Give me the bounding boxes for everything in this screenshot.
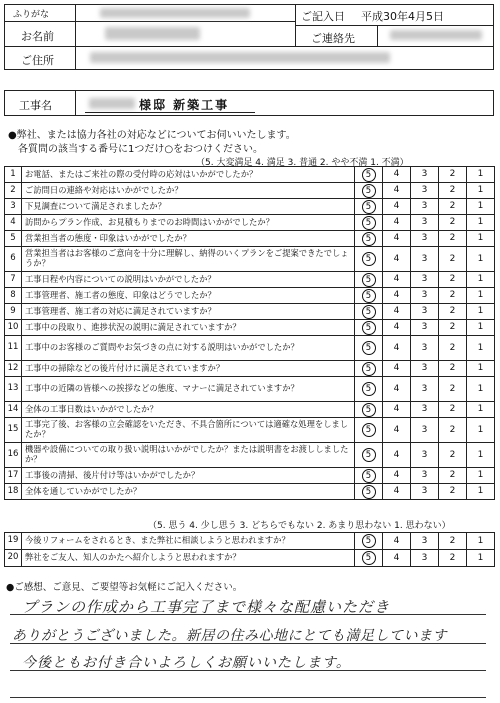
- score-label: 1: [477, 552, 484, 563]
- score-option-2[interactable]: [439, 550, 467, 567]
- score-label: 3: [421, 552, 428, 563]
- score-label: 3: [421, 274, 428, 285]
- score-label: 4: [393, 470, 400, 481]
- score-label: 3: [421, 185, 428, 196]
- score-label: 3: [421, 169, 428, 180]
- score-option-4[interactable]: [383, 443, 411, 468]
- score-label: 3: [421, 424, 428, 435]
- score-option-4[interactable]: [383, 288, 411, 304]
- score-label: 2: [449, 306, 456, 317]
- selected-answer-circle: 5: [362, 485, 376, 499]
- score-option-1[interactable]: [467, 199, 495, 215]
- selected-answer-circle: 5: [362, 448, 376, 462]
- question-text: 全体を通していかがでしたか？: [22, 484, 355, 500]
- scale-legend: （5. 大変満足 4. 満足 3. 普通 2. やや不満 1. 不満）: [196, 158, 409, 168]
- score-label: 4: [393, 274, 400, 285]
- score-label: 3: [421, 233, 428, 244]
- score-option-2[interactable]: [439, 484, 467, 500]
- score-option-2[interactable]: [439, 402, 467, 418]
- score-option-1[interactable]: [467, 272, 495, 288]
- score-label: 1: [477, 470, 484, 481]
- score-option-4[interactable]: [383, 183, 411, 199]
- question-number: 16: [5, 443, 22, 468]
- question-number: 11: [5, 336, 22, 361]
- selected-answer-circle: 5: [362, 232, 376, 246]
- score-option-3[interactable]: [411, 183, 439, 199]
- question-row: [5, 167, 495, 183]
- question-row: [5, 231, 495, 247]
- score-option-2[interactable]: [439, 231, 467, 247]
- score-option-1[interactable]: [467, 418, 495, 443]
- question-number: 17: [5, 468, 22, 484]
- score-option-2[interactable]: [439, 247, 467, 272]
- selected-answer-circle: 5: [362, 305, 376, 319]
- question-row: [5, 402, 495, 418]
- question-row: [5, 183, 495, 199]
- score-label: 4: [393, 322, 400, 333]
- score-option-4[interactable]: [383, 320, 411, 336]
- score-label: 2: [449, 274, 456, 285]
- intro-line2: 各質問の該当する番号に1つだけ○をおつけください。: [18, 144, 263, 155]
- score-label: 4: [393, 552, 400, 563]
- score-option-3[interactable]: [411, 484, 439, 500]
- question-number: 12: [5, 361, 22, 377]
- selected-answer-circle: 5: [362, 184, 376, 198]
- score-label: 4: [393, 535, 400, 546]
- project-row: [4, 90, 494, 116]
- score-option-5[interactable]: [355, 533, 383, 550]
- project-label: 工事名: [19, 99, 52, 112]
- redacted-address: [90, 52, 390, 63]
- score-label: 2: [449, 185, 456, 196]
- question-row: [5, 361, 495, 377]
- score-option-5[interactable]: [355, 377, 383, 402]
- score-label: 1: [477, 342, 484, 353]
- score-label: 3: [421, 449, 428, 460]
- question-row: [5, 320, 495, 336]
- score-label: 4: [393, 290, 400, 301]
- score-option-1[interactable]: [467, 215, 495, 231]
- score-label: 3: [421, 383, 428, 394]
- question-text: ご訪問日の連絡や対応はいかがでしたか？: [22, 183, 355, 199]
- score-option-4[interactable]: [383, 533, 411, 550]
- score-option-2[interactable]: [439, 304, 467, 320]
- score-label: 3: [421, 363, 428, 374]
- score-option-1[interactable]: [467, 183, 495, 199]
- score-label: 3: [421, 404, 428, 415]
- score-option-4[interactable]: [383, 167, 411, 183]
- score-option-2[interactable]: [439, 418, 467, 443]
- score-option-3[interactable]: [411, 288, 439, 304]
- score-label: 2: [449, 201, 456, 212]
- selected-answer-circle: 5: [362, 289, 376, 303]
- comment-line-1: プランの作成から工事完了まで様々な配慮いただき: [22, 598, 391, 616]
- score-option-1[interactable]: [467, 361, 495, 377]
- scale-legend-2: （5. 思う 4. 少し思う 3. どちらでもない 2. あまり思わない 1. 思わない）: [148, 521, 451, 531]
- score-label: 3: [421, 306, 428, 317]
- score-label: 1: [477, 233, 484, 244]
- score-option-5[interactable]: [355, 443, 383, 468]
- score-option-3[interactable]: [411, 320, 439, 336]
- question-number: 10: [5, 320, 22, 336]
- question-row: [5, 215, 495, 231]
- question-text: 工事完了後、お客様の立会確認をいただき、不具合箇所については適確な処理をしましたか？: [22, 418, 355, 443]
- selected-answer-circle: 5: [362, 252, 376, 266]
- score-label: 4: [393, 424, 400, 435]
- score-option-5[interactable]: [355, 550, 383, 567]
- score-label: 4: [393, 217, 400, 228]
- score-option-3[interactable]: [411, 533, 439, 550]
- redacted-name: [105, 27, 200, 40]
- score-option-3[interactable]: [411, 336, 439, 361]
- score-label: 2: [449, 253, 456, 264]
- score-option-4[interactable]: [383, 377, 411, 402]
- score-label: 2: [449, 449, 456, 460]
- score-label: 1: [477, 201, 484, 212]
- score-option-5[interactable]: [355, 231, 383, 247]
- score-option-2[interactable]: [439, 199, 467, 215]
- score-label: 1: [477, 449, 484, 460]
- score-label: 3: [421, 201, 428, 212]
- question-row: [5, 468, 495, 484]
- score-option-4[interactable]: [383, 304, 411, 320]
- question-text: 営業担当者はお客様のご意向を十分に理解し、納得のいくプランをご提案できたでしょうか？: [22, 247, 355, 272]
- selected-answer-circle: 5: [362, 168, 376, 182]
- score-option-4[interactable]: [383, 418, 411, 443]
- score-label: 1: [477, 535, 484, 546]
- score-option-5[interactable]: [355, 484, 383, 500]
- question-text: 工事中の掃除などの後片付けに満足されていますか？: [22, 361, 355, 377]
- question-number: 20: [5, 550, 22, 567]
- score-option-5[interactable]: [355, 247, 383, 272]
- score-label: 2: [449, 383, 456, 394]
- score-option-1[interactable]: [467, 550, 495, 567]
- selected-answer-circle: 5: [362, 469, 376, 483]
- score-option-2[interactable]: [439, 361, 467, 377]
- redacted-furigana: [100, 8, 250, 18]
- score-option-3[interactable]: [411, 231, 439, 247]
- question-number: 6: [5, 247, 22, 272]
- question-number: 19: [5, 533, 22, 550]
- question-text: 工事中の近隣の皆様への挨拶などの態度、マナーに満足されていますか？: [22, 377, 355, 402]
- score-option-4[interactable]: [383, 215, 411, 231]
- selected-answer-circle: 5: [362, 200, 376, 214]
- question-number: 8: [5, 288, 22, 304]
- score-label: 4: [393, 201, 400, 212]
- comments-label: ●ご感想、ご意見、ご要望等お気軽にご記入ください。: [6, 582, 243, 593]
- date-label: ご記入日: [301, 10, 345, 23]
- selected-answer-circle: 5: [362, 403, 376, 417]
- question-number: 1: [5, 167, 22, 183]
- score-label: 3: [421, 217, 428, 228]
- score-option-4[interactable]: [383, 468, 411, 484]
- score-label: 4: [393, 363, 400, 374]
- score-option-2[interactable]: [439, 183, 467, 199]
- score-option-4[interactable]: [383, 199, 411, 215]
- score-label: 4: [393, 342, 400, 353]
- score-label: 1: [477, 185, 484, 196]
- selected-answer-circle: 5: [362, 382, 376, 396]
- selected-answer-circle: 5: [362, 423, 376, 437]
- selected-answer-circle: 5: [362, 216, 376, 230]
- score-option-2[interactable]: [439, 288, 467, 304]
- selected-answer-circle: 5: [362, 341, 376, 355]
- score-option-3[interactable]: [411, 377, 439, 402]
- question-text: 下見調査について満足されましたか？: [22, 199, 355, 215]
- selected-answer-circle: 5: [362, 321, 376, 335]
- score-option-3[interactable]: [411, 402, 439, 418]
- score-label: 2: [449, 363, 456, 374]
- name-label: お名前: [21, 30, 54, 43]
- score-label: 2: [449, 552, 456, 563]
- question-row: [5, 336, 495, 361]
- question-number: 5: [5, 231, 22, 247]
- score-label: 2: [449, 404, 456, 415]
- question-text: 工事中の段取り、進捗状況の説明に満足されていますか？: [22, 320, 355, 336]
- score-option-5[interactable]: [355, 288, 383, 304]
- score-option-3[interactable]: [411, 304, 439, 320]
- score-option-4[interactable]: [383, 361, 411, 377]
- score-option-3[interactable]: [411, 361, 439, 377]
- score-option-1[interactable]: [467, 167, 495, 183]
- score-option-2[interactable]: [439, 468, 467, 484]
- score-option-4[interactable]: [383, 272, 411, 288]
- score-option-3[interactable]: [411, 167, 439, 183]
- score-label: 3: [421, 322, 428, 333]
- score-option-2[interactable]: [439, 336, 467, 361]
- question-text: 弊社をご友人、知人のかたへ紹介しようと思われますか？: [22, 550, 355, 567]
- score-label: 1: [477, 383, 484, 394]
- score-label: 1: [477, 217, 484, 228]
- question-text: 工事中のお客様のご質問やお気づきの点に対する説明はいかがでしたか？: [22, 336, 355, 361]
- question-row: [5, 304, 495, 320]
- score-option-5[interactable]: [355, 320, 383, 336]
- score-option-5[interactable]: [355, 183, 383, 199]
- question-row: [5, 443, 495, 468]
- score-label: 1: [477, 404, 484, 415]
- score-label: 3: [421, 290, 428, 301]
- score-option-5[interactable]: [355, 336, 383, 361]
- score-option-5[interactable]: [355, 402, 383, 418]
- question-row: [5, 247, 495, 272]
- score-option-4[interactable]: [383, 336, 411, 361]
- score-label: 4: [393, 169, 400, 180]
- score-option-4[interactable]: [383, 484, 411, 500]
- score-label: 2: [449, 470, 456, 481]
- question-number: 14: [5, 402, 22, 418]
- score-label: 1: [477, 290, 484, 301]
- score-option-5[interactable]: [355, 361, 383, 377]
- date-value: 平成30年4月5日: [361, 10, 444, 23]
- score-label: 3: [421, 535, 428, 546]
- score-option-1[interactable]: [467, 468, 495, 484]
- question-text: 工事管理者、施工者の対応に満足されていますか？: [22, 304, 355, 320]
- score-option-1[interactable]: [467, 377, 495, 402]
- address-label: ご住所: [21, 54, 54, 67]
- score-label: 2: [449, 535, 456, 546]
- comment-line-2: ありがとうございました。新居の住み心地にとても満足しています: [12, 628, 447, 644]
- score-label: 2: [449, 233, 456, 244]
- score-label: 2: [449, 290, 456, 301]
- score-label: 1: [477, 486, 484, 497]
- question-row: [5, 550, 495, 567]
- score-option-3[interactable]: [411, 468, 439, 484]
- score-option-5[interactable]: [355, 418, 383, 443]
- score-label: 1: [477, 274, 484, 285]
- score-label: 2: [449, 486, 456, 497]
- score-option-5[interactable]: [355, 199, 383, 215]
- question-row: [5, 288, 495, 304]
- question-row: [5, 533, 495, 550]
- score-label: 4: [393, 486, 400, 497]
- score-label: 1: [477, 306, 484, 317]
- score-label: 1: [477, 363, 484, 374]
- score-option-1[interactable]: [467, 443, 495, 468]
- question-text: 工事日程や内容についての説明はいかがでしたか？: [22, 272, 355, 288]
- score-option-1[interactable]: [467, 304, 495, 320]
- redacted-contact: [390, 30, 482, 40]
- score-option-2[interactable]: [439, 377, 467, 402]
- selected-answer-circle: 5: [362, 273, 376, 287]
- question-text: 訪問からプラン作成、お見積もりまでのお時間はいかがでしたか？: [22, 215, 355, 231]
- score-label: 2: [449, 424, 456, 435]
- score-option-1[interactable]: [467, 336, 495, 361]
- score-label: 4: [393, 306, 400, 317]
- score-option-3[interactable]: [411, 215, 439, 231]
- question-row: [5, 199, 495, 215]
- score-option-4[interactable]: [383, 231, 411, 247]
- question-number: 9: [5, 304, 22, 320]
- comment-line-3: 今後ともお付き合いよろしくお願いいたします。: [22, 655, 351, 671]
- questions-table-2: [4, 532, 495, 567]
- question-text: 全体の工事日数はいかがでしたか？: [22, 402, 355, 418]
- header-table: [4, 4, 494, 70]
- question-row: [5, 484, 495, 500]
- score-option-3[interactable]: [411, 247, 439, 272]
- question-text: 今後リフォームをされるとき、また弊社に相談しようと思われますか？: [22, 533, 355, 550]
- score-option-4[interactable]: [383, 247, 411, 272]
- question-number: 13: [5, 377, 22, 402]
- score-label: 2: [449, 322, 456, 333]
- score-label: 3: [421, 253, 428, 264]
- question-row: [5, 272, 495, 288]
- score-option-2[interactable]: [439, 320, 467, 336]
- score-option-5[interactable]: [355, 167, 383, 183]
- question-number: 4: [5, 215, 22, 231]
- score-label: 1: [477, 322, 484, 333]
- score-label: 1: [477, 424, 484, 435]
- score-option-2[interactable]: [439, 215, 467, 231]
- score-option-3[interactable]: [411, 272, 439, 288]
- score-label: 2: [449, 169, 456, 180]
- score-label: 3: [421, 342, 428, 353]
- intro-line1: ●弊社、または協力各社の対応などについてお伺いいたします。: [8, 130, 296, 141]
- score-option-2[interactable]: [439, 443, 467, 468]
- score-option-5[interactable]: [355, 215, 383, 231]
- score-label: 3: [421, 470, 428, 481]
- question-row: [5, 418, 495, 443]
- score-label: 2: [449, 342, 456, 353]
- question-number: 3: [5, 199, 22, 215]
- score-option-5[interactable]: [355, 272, 383, 288]
- score-option-2[interactable]: [439, 167, 467, 183]
- score-option-1[interactable]: [467, 288, 495, 304]
- score-label: 1: [477, 169, 484, 180]
- question-text: 工事管理者、施工者の態度、印象はどうでしたか？: [22, 288, 355, 304]
- score-label: 4: [393, 253, 400, 264]
- score-option-2[interactable]: [439, 272, 467, 288]
- score-option-3[interactable]: [411, 443, 439, 468]
- score-option-4[interactable]: [383, 402, 411, 418]
- score-label: 4: [393, 185, 400, 196]
- score-option-3[interactable]: [411, 418, 439, 443]
- score-option-1[interactable]: [467, 533, 495, 550]
- score-option-3[interactable]: [411, 550, 439, 567]
- project-name: 様邸 新築工事: [139, 98, 230, 112]
- score-label: 3: [421, 486, 428, 497]
- score-label: 2: [449, 217, 456, 228]
- score-option-1[interactable]: [467, 484, 495, 500]
- score-option-3[interactable]: [411, 199, 439, 215]
- score-option-4[interactable]: [383, 550, 411, 567]
- question-number: 15: [5, 418, 22, 443]
- score-label: 4: [393, 233, 400, 244]
- score-label: 4: [393, 383, 400, 394]
- question-number: 7: [5, 272, 22, 288]
- question-text: 機器や設備についての取り扱い説明はいかがでしたか？または説明書をお渡ししましたか？: [22, 443, 355, 468]
- question-number: 2: [5, 183, 22, 199]
- score-option-2[interactable]: [439, 533, 467, 550]
- question-text: 営業担当者の態度・印象はいかがでしたか？: [22, 231, 355, 247]
- score-option-1[interactable]: [467, 247, 495, 272]
- question-row: [5, 377, 495, 402]
- selected-answer-circle: 5: [362, 362, 376, 376]
- question-text: 工事後の清掃、後片付け等はいかがでしたか？: [22, 468, 355, 484]
- score-option-5[interactable]: [355, 304, 383, 320]
- question-number: 18: [5, 484, 22, 500]
- score-option-1[interactable]: [467, 320, 495, 336]
- furigana-label: ふりがな: [13, 10, 50, 20]
- question-text: お電話、またはご来社の際の受付時の応対はいかがでしたか？: [22, 167, 355, 183]
- score-label: 4: [393, 449, 400, 460]
- selected-answer-circle: 5: [362, 551, 376, 565]
- score-option-1[interactable]: [467, 231, 495, 247]
- redacted-project-name: [89, 98, 135, 109]
- contact-label: ご連絡先: [311, 32, 355, 45]
- score-label: 4: [393, 404, 400, 415]
- questions-table: [4, 166, 495, 500]
- score-option-5[interactable]: [355, 468, 383, 484]
- selected-answer-circle: 5: [362, 534, 376, 548]
- score-label: 1: [477, 253, 484, 264]
- score-option-1[interactable]: [467, 402, 495, 418]
